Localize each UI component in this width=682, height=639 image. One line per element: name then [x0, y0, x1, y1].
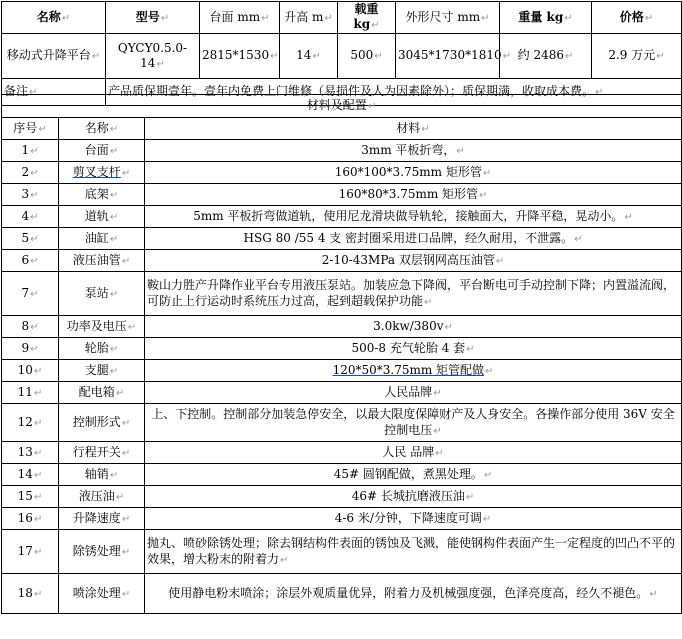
row-component-name: 油缸↵: [59, 228, 145, 250]
config-header-row: [2, 118, 682, 140]
row-component-name: 轴销↵: [59, 464, 145, 486]
row-number: 7↵: [2, 272, 59, 316]
value-cell-price: 2.9 万元↵: [592, 34, 682, 79]
header-cell-price: 价格↵: [592, 2, 682, 34]
value-cell-model: QYCY0.5.0-14↵: [106, 34, 200, 79]
row-component-name: 喷涂处理↵: [59, 574, 145, 614]
specs-value-row: [2, 34, 682, 79]
row-number: 9↵: [2, 338, 59, 360]
row-number: 3↵: [2, 184, 59, 206]
config-row: [2, 228, 682, 250]
row-material: 使用静电粉末喷涂；涂层外观质量优异，附着力及机械强度强，色泽亮度高，经久不褪色。↵: [145, 574, 682, 614]
row-number: 13↵: [2, 442, 59, 464]
row-number: 4↵: [2, 206, 59, 228]
header-cell-height: 升高 m↵: [280, 2, 338, 34]
col-header-no: 序号↵: [2, 118, 59, 140]
row-component-name: 除锈处理↵: [59, 530, 145, 574]
header-cell-model: 型号↵: [106, 2, 200, 34]
row-number: 16↵: [2, 508, 59, 530]
col-header-material: 材料↵: [145, 118, 682, 140]
config-row: [2, 272, 682, 316]
specs-header-row: [2, 2, 682, 34]
config-row: [2, 360, 682, 382]
row-number: 15↵: [2, 486, 59, 508]
row-material: 45# 圆钢配做，煮黑处理。↵: [145, 464, 682, 486]
row-number: 10↵: [2, 360, 59, 382]
note-label: 备注↵: [2, 79, 106, 106]
row-material: 160*80*3.75mm 矩形管↵: [145, 184, 682, 206]
row-component-name: 轮胎↵: [59, 338, 145, 360]
header-cell-load: 载重 kg↵: [338, 2, 396, 34]
row-component-name: 升降速度↵: [59, 508, 145, 530]
value-cell-table-size: 2815*1530↵: [200, 34, 280, 79]
row-component-name: 行程开关↵: [59, 442, 145, 464]
config-row: [2, 574, 682, 614]
row-number: 6↵: [2, 250, 59, 272]
col-header-name: 名称↵: [59, 118, 145, 140]
row-component-name: 底架↵: [59, 184, 145, 206]
row-material: 120*50*3.75mm 矩管配做↵: [145, 360, 682, 382]
row-component-name: 泵站↵: [59, 272, 145, 316]
row-material: 160*100*3.75mm 矩形管↵: [145, 162, 682, 184]
config-row: [2, 530, 682, 574]
row-material: 4-6 米/分钟，下降速度可调↵: [145, 508, 682, 530]
header-cell-table-size: 台面 mm↵: [200, 2, 280, 34]
config-row: [2, 316, 682, 338]
row-material: 人民品牌↵: [145, 382, 682, 404]
row-component-name: 控制形式↵: [59, 404, 145, 442]
row-material: 上、下控制。控制部分加装急停安全，以最大限度保障财产及人身安全。各操作部分使用 36V 安全控制电压↵: [145, 404, 682, 442]
row-material: 500-8 充气轮胎 4 套↵: [145, 338, 682, 360]
row-material: 2-10-43MPa 双层钢网高压油管↵: [145, 250, 682, 272]
config-row: [2, 338, 682, 360]
row-component-name: 剪叉支杆↵: [59, 162, 145, 184]
config-row: [2, 486, 682, 508]
row-material: 人民 品牌↵: [145, 442, 682, 464]
row-number: 2↵: [2, 162, 59, 184]
config-row: [2, 250, 682, 272]
config-row: [2, 382, 682, 404]
value-cell-weight: 约 2486↵: [500, 34, 592, 79]
config-row: [2, 442, 682, 464]
row-component-name: 功率及电压↵: [59, 316, 145, 338]
row-material: 抛丸、喷砂除锈处理；除去钢结构件表面的锈蚀及飞溅，能使钢构件表面产生一定程度的凹凸不平的效果，增大粉末的附着力↵: [145, 530, 682, 574]
row-component-name: 液压油管↵: [59, 250, 145, 272]
row-material: 46# 长城抗磨液压油↵: [145, 486, 682, 508]
row-number: 5↵: [2, 228, 59, 250]
header-cell-weight: 重量 kg↵: [500, 2, 592, 34]
row-material: 鞍山力胜产升降作业平台专用液压泵站。加装应急下降阀，平台断电可手动控制下降；内置溢流阀，可防止上行运动时系统压力过高，起到超载保护功能↵: [145, 272, 682, 316]
row-number: 14↵: [2, 464, 59, 486]
header-cell-name: 名称↵: [2, 2, 106, 34]
row-component-name: 道轨↵: [59, 206, 145, 228]
row-component-name: 台面↵: [59, 140, 145, 162]
value-cell-dimensions: 3045*1730*1810↵: [396, 34, 500, 79]
note-text: 产品质保期壹年。壹年内免费上门维修（易损件及人为因素除外）；质保期满，收取成本费。↵: [106, 79, 682, 106]
config-row: [2, 508, 682, 530]
config-table: [1, 94, 682, 614]
specs-table: [1, 1, 682, 106]
row-number: 17↵: [2, 530, 59, 574]
config-row: [2, 140, 682, 162]
row-number: 1↵: [2, 140, 59, 162]
value-cell-load: 500↵: [338, 34, 396, 79]
row-component-name: 支腿↵: [59, 360, 145, 382]
config-title: 材料及配置↵: [2, 95, 682, 118]
config-row: [2, 404, 682, 442]
value-cell-height: 14↵: [280, 34, 338, 79]
config-row: [2, 206, 682, 228]
row-number: 8↵: [2, 316, 59, 338]
row-component-name: 配电箱↵: [59, 382, 145, 404]
row-material: 3.0kw/380v↵: [145, 316, 682, 338]
row-material: 3mm 平板折弯，↵: [145, 140, 682, 162]
header-cell-dimensions: 外形尺寸 mm↵: [396, 2, 500, 34]
config-row: [2, 464, 682, 486]
row-material: HSG 80 /55 4 支 密封圈采用进口品牌，经久耐用，不泄露。↵: [145, 228, 682, 250]
row-number: 11↵: [2, 382, 59, 404]
row-number: 18↵: [2, 574, 59, 614]
config-title-row: [2, 95, 682, 118]
config-row: [2, 184, 682, 206]
row-number: 12↵: [2, 404, 59, 442]
row-component-name: 液压油↵: [59, 486, 145, 508]
value-cell-name: 移动式升降平台↵: [2, 34, 106, 79]
row-material: 5mm 平板折弯做道轨，使用尼龙滑块做导轨轮，接触面大，升降平稳，晃动小。↵: [145, 206, 682, 228]
config-row: [2, 162, 682, 184]
